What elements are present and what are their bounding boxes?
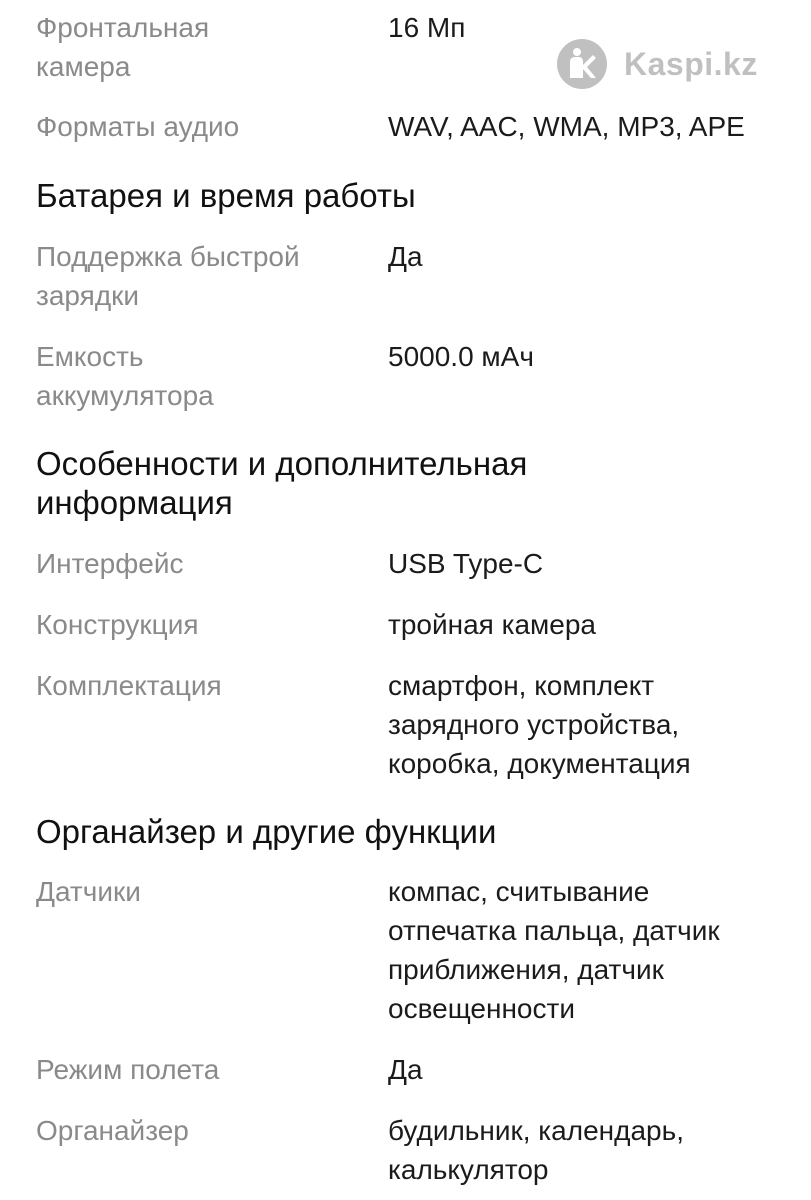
- spec-row-sensors: [36, 872, 776, 1028]
- spec-value: 5000.0 мАч: [388, 341, 534, 372]
- spec-row-package-contents: [36, 666, 776, 783]
- spec-label: Емкость аккумулятора: [36, 341, 214, 411]
- spec-value: тройная камера: [388, 609, 596, 640]
- spec-label: Поддержка быстрой зарядки: [36, 241, 300, 311]
- section-title-battery: Батарея и время работы: [36, 177, 416, 214]
- spec-value: WAV, AAC, WMA, MP3, APE: [388, 111, 745, 142]
- spec-label: Режим полета: [36, 1054, 220, 1085]
- spec-row-organizer: [36, 1111, 776, 1189]
- spec-label: Форматы аудио: [36, 111, 240, 142]
- kaspi-watermark: [556, 38, 758, 90]
- section-title-organizer: Органайзер и другие функции: [36, 813, 497, 850]
- spec-value: будильник, календарь, калькулятор: [388, 1115, 684, 1185]
- spec-value: Да: [388, 1054, 423, 1085]
- spec-value: 16 Мп: [388, 12, 466, 43]
- spec-row-construction: [36, 605, 776, 644]
- spec-row-fast-charging: [36, 237, 776, 315]
- spec-row-interface: [36, 544, 776, 583]
- kaspi-logo-icon: [556, 38, 608, 90]
- spec-label: Комплектация: [36, 670, 222, 701]
- spec-value: Да: [388, 241, 423, 272]
- kaspi-watermark-text: Kaspi.kz: [624, 45, 758, 82]
- spec-label: Конструкция: [36, 609, 199, 640]
- spec-label: Органайзер: [36, 1115, 189, 1146]
- spec-label: Фронтальная камера: [36, 12, 210, 82]
- spec-value: смартфон, комплект зарядного устройства, коробка, документация: [388, 670, 691, 779]
- spec-label: Интерфейс: [36, 548, 184, 579]
- spec-row-airplane-mode: [36, 1050, 776, 1089]
- section-title-features: Особенности и дополнительная информация: [36, 445, 528, 521]
- spec-value: USB Type-C: [388, 548, 544, 579]
- spec-value: компас, считывание отпечатка пальца, датчик приближения, датчик освещенности: [388, 876, 720, 1024]
- spec-row-audio-formats: [36, 107, 776, 146]
- spec-label: Датчики: [36, 876, 141, 907]
- spec-row-battery-capacity: [36, 337, 776, 415]
